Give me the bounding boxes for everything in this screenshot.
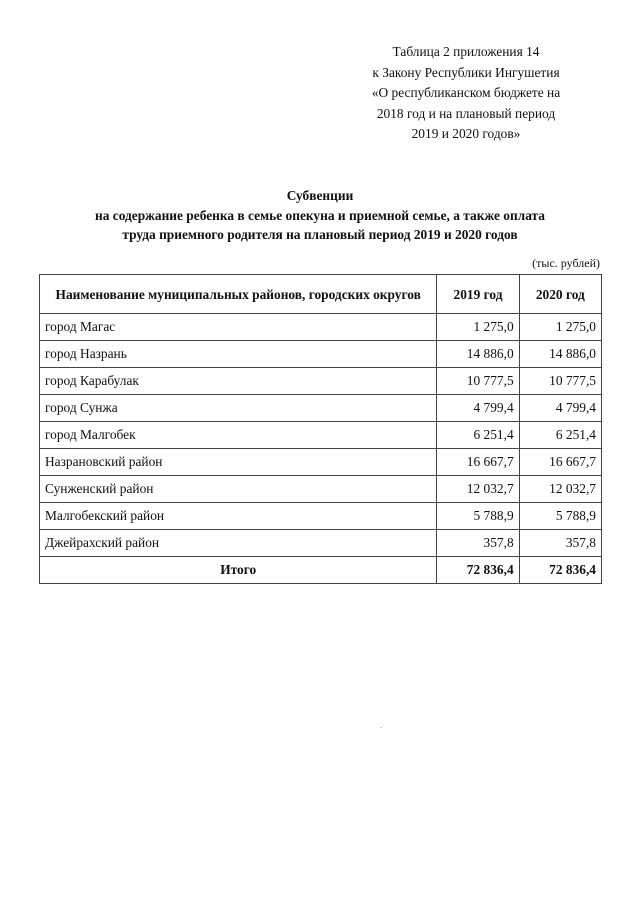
row-name: Назрановский район: [40, 449, 437, 476]
row-value-2019: 1 275,0: [437, 314, 519, 341]
appendix-reference: [330, 42, 602, 145]
appendix-line: к Закону Республики Ингушетия: [372, 64, 560, 80]
row-value-2019: 6 251,4: [437, 422, 519, 449]
row-name: город Назрань: [40, 341, 437, 368]
row-name: город Сунжа: [40, 395, 437, 422]
row-value-2019: 4 799,4: [437, 395, 519, 422]
header-2019: 2019 год: [437, 275, 519, 314]
row-name: город Карабулак: [40, 368, 437, 395]
row-value-2019: 10 777,5: [437, 368, 519, 395]
row-value-2020: 4 799,4: [519, 395, 601, 422]
appendix-line: Таблица 2 приложения 14: [392, 44, 540, 59]
title-line: Субвенции: [286, 188, 354, 203]
row-value-2019: 12 032,7: [437, 476, 519, 503]
table-row: [40, 341, 602, 368]
table-row: [40, 503, 602, 530]
row-value-2019: 16 667,7: [437, 449, 519, 476]
row-value-2019: 5 788,9: [437, 503, 519, 530]
row-name: Джейрахский район: [40, 530, 437, 557]
row-value-2019: 357,8: [437, 530, 519, 557]
appendix-line: 2019 и 2020 годов»: [411, 126, 521, 141]
title-line: на содержание ребенка в семье опекуна и приемной семье, а также оплата: [95, 207, 545, 223]
appendix-line: «О республиканском бюджете на: [371, 85, 561, 100]
header-2020: 2020 год: [519, 275, 601, 314]
table-row: [40, 314, 602, 341]
title-line: труда приемного родителя на плановый период 2019 и 2020 годов: [122, 227, 518, 242]
row-value-2020: 1 275,0: [519, 314, 601, 341]
subvention-table: [39, 274, 602, 584]
scan-artifact: [380, 727, 382, 728]
total-value-2019: 72 836,4: [437, 557, 519, 584]
row-value-2020: 10 777,5: [519, 368, 601, 395]
total-label: Итого: [40, 557, 437, 584]
table-row: [40, 395, 602, 422]
units-label: (тыс. рублей): [532, 256, 600, 270]
row-value-2020: 12 032,7: [519, 476, 601, 503]
row-value-2020: 5 788,9: [519, 503, 601, 530]
table-row: [40, 449, 602, 476]
row-name: Малгобекский район: [40, 503, 437, 530]
table-header-row: [40, 275, 602, 314]
row-name: город Малгобек: [40, 422, 437, 449]
total-value-2020: 72 836,4: [519, 557, 601, 584]
row-value-2020: 6 251,4: [519, 422, 601, 449]
row-name: город Магас: [40, 314, 437, 341]
header-name: Наименование муниципальных районов, городских округов: [40, 275, 437, 314]
row-name: Сунженский район: [40, 476, 437, 503]
appendix-line: 2018 год и на плановый период: [376, 105, 556, 121]
row-value-2020: 357,8: [519, 530, 601, 557]
table-row: [40, 368, 602, 395]
table-row: [40, 530, 602, 557]
document-title: [20, 186, 620, 245]
table-row: [40, 422, 602, 449]
row-value-2020: 14 886,0: [519, 341, 601, 368]
row-value-2019: 14 886,0: [437, 341, 519, 368]
row-value-2020: 16 667,7: [519, 449, 601, 476]
table-row: [40, 476, 602, 503]
table-total-row: [40, 557, 602, 584]
